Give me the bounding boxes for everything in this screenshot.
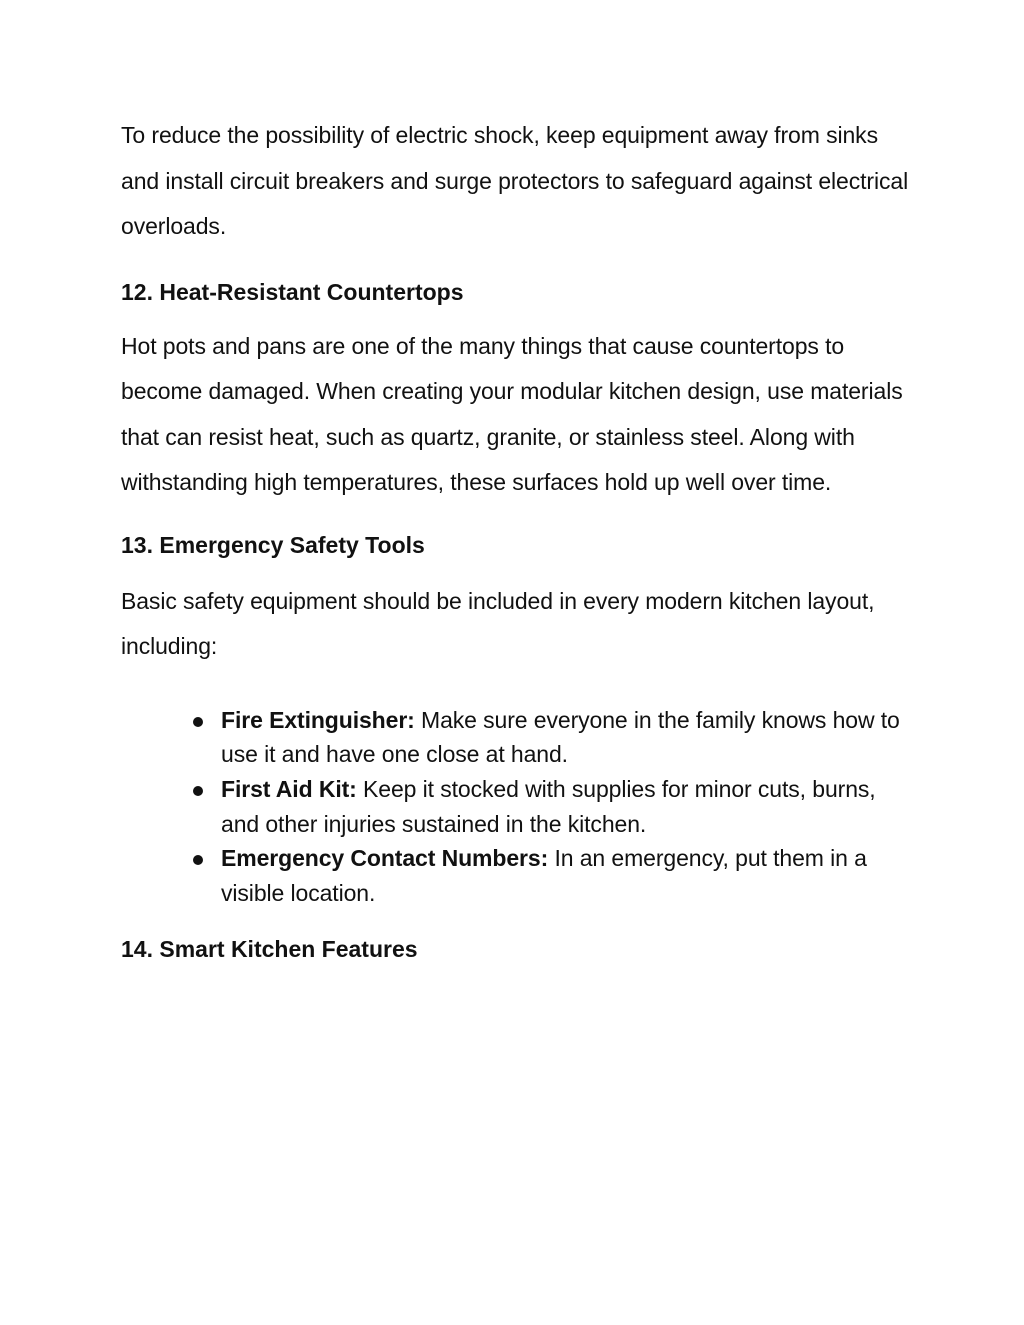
document-page xyxy=(121,113,911,964)
list-item-first-aid-kit xyxy=(193,772,911,841)
section-heading-heat-resistant-countertops: 12. Heat-Resistant Countertops xyxy=(121,278,464,305)
list-item-text: In an emergency, put them in a visible location. xyxy=(221,845,867,907)
section-body-emergency-safety-tools: Basic safety equipment should be included in every modern kitchen layout, including: xyxy=(121,587,875,659)
bullet-icon xyxy=(193,717,203,727)
bullet-icon xyxy=(193,855,203,865)
list-item-text: Keep it stocked with supplies for minor cuts, burns, and other injuries sustained in the kitchen. xyxy=(221,775,876,837)
intro-paragraph: To reduce the possibility of electric shock, keep equipment away from sinks and install circuit breakers and surge protectors to safeguard against electrical overloads. xyxy=(121,122,909,239)
bullet-icon xyxy=(193,786,203,796)
section-heading-emergency-safety-tools: 13. Emergency Safety Tools xyxy=(121,531,425,558)
section-heading-smart-kitchen-features: 14. Smart Kitchen Features xyxy=(121,935,418,962)
list-item-text: Make sure everyone in the family knows how to use it and have one close at hand. xyxy=(221,706,900,768)
list-item-term: First Aid Kit: xyxy=(221,775,357,802)
section-body-heat-resistant-countertops: Hot pots and pans are one of the many things that cause countertops to become damaged. When creating your modular kitchen design, use materials that can resist heat, such as quartz, granite, or stainless steel. Along with withstanding high temperatures, these surfaces hold up well over time. xyxy=(121,332,903,495)
safety-tools-list xyxy=(121,703,911,911)
list-item-emergency-contact-numbers xyxy=(193,841,911,910)
list-item-term: Emergency Contact Numbers: xyxy=(221,845,549,872)
list-item-term: Fire Extinguisher: xyxy=(221,706,415,733)
list-item-fire-extinguisher xyxy=(193,703,911,772)
